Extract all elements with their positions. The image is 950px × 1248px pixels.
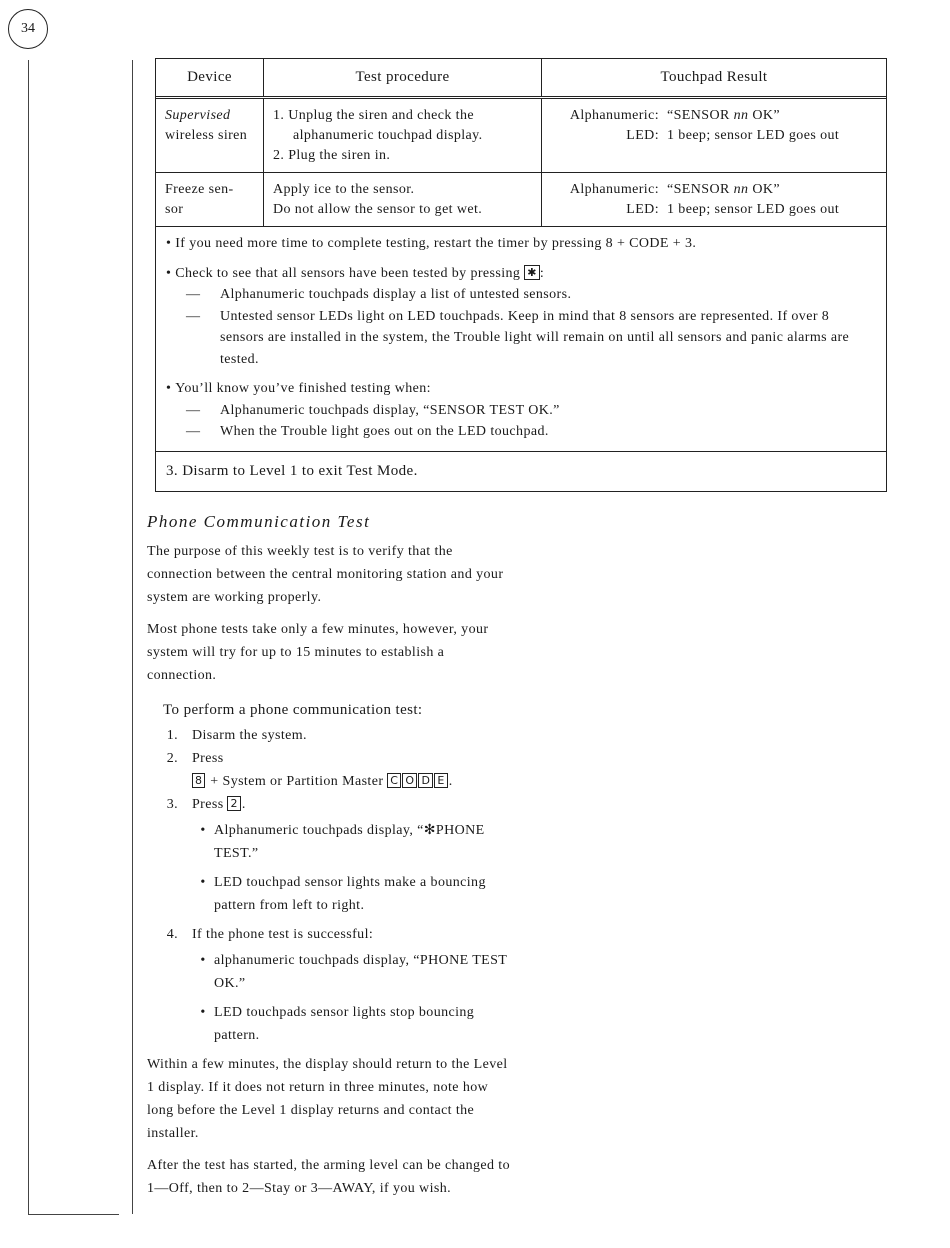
bottom-margin-rule <box>28 1214 119 1215</box>
gutter-rule <box>132 60 133 1214</box>
paragraph: The purpose of this weekly test is to verify that the connection between the central monitoring station and your system are working properly. <box>147 544 504 605</box>
device-cell <box>156 173 264 227</box>
bullet-mark: • <box>166 236 172 251</box>
note-dash-item: When the Trouble light goes out on the LED touchpad. <box>220 424 549 439</box>
sensor-test-table-box <box>155 58 887 492</box>
result-cell <box>542 98 887 173</box>
step-number: 4. <box>166 927 178 942</box>
alpha-value-var: nn <box>733 108 749 123</box>
device-line: wireless siren <box>165 128 248 143</box>
bullet-mark: • <box>200 875 206 890</box>
procedure-lead: To perform a phone communication test: <box>163 702 423 718</box>
header-test-procedure: Test procedure <box>264 59 542 98</box>
procedure-step: 1. Unplug the siren and check the alphanumeric touchpad display. <box>273 108 483 143</box>
key-o-icon: O <box>402 773 417 788</box>
result-cell <box>542 173 887 227</box>
led-label: LED: <box>626 202 659 217</box>
bullet-mark: • <box>200 823 206 838</box>
sensor-test-table <box>156 59 886 227</box>
disarm-step: 3. Disarm to Level 1 to exit Test Mode. <box>166 462 418 479</box>
page-number <box>8 9 48 49</box>
alphanumeric-value <box>667 106 878 126</box>
led-value: 1 beep; sensor LED goes out <box>667 202 840 217</box>
note-dash-item: Alphanumeric touchpads display, “SENSOR TEST OK.” <box>220 402 560 418</box>
paragraph: After the test has started, the arming level can be changed to 1—Off, then to 2—Stay or 3—AWAY, if you wish. <box>147 1158 511 1196</box>
bullet-mark: • <box>200 953 206 968</box>
alphanumeric-label: Alphanumeric: <box>569 182 659 197</box>
paragraph: Within a few minutes, the display should return to the Level 1 display. If it does not return in three minutes, note how long before the Level 1 display returns and contact the installer. <box>147 1057 508 1141</box>
note-bullet <box>166 378 876 443</box>
page-number-text: 34 <box>21 21 35 36</box>
sub-bullet <box>192 871 512 917</box>
table-header-row <box>156 59 886 98</box>
note-text: If you need more time to complete testing, restart the timer by pressing 8 + CODE + 3. <box>175 236 697 251</box>
step-number: 3. <box>166 797 178 812</box>
procedure-steps <box>273 106 533 166</box>
table-row <box>156 173 886 227</box>
step-text-end: . <box>241 797 246 812</box>
left-margin-rule <box>28 60 29 1215</box>
alpha-value-post: OK” <box>748 182 780 197</box>
note-dash-item: Untested sensor LEDs light on LED touchpads. Keep in mind that 8 sensors are represented. If over 8 sensors are installed in the system, the Trouble light will remain on until all sensors and panic alarms are tested. <box>220 308 850 367</box>
step-text-pre: Press <box>192 797 228 812</box>
note-bullet <box>166 233 876 255</box>
key-2-icon: 2 <box>227 796 240 811</box>
alpha-value-pre: “SENSOR <box>667 108 734 123</box>
step-text: + System or Partition Master <box>206 774 388 789</box>
section-heading: Phone Communication Test <box>147 512 371 531</box>
alpha-value-var: nn <box>733 182 749 197</box>
phone-communication-section <box>147 510 512 1209</box>
testing-notes <box>156 227 886 452</box>
note-text: Check to see that all sensors have been tested by pressing <box>175 265 521 281</box>
phone-step <box>147 747 512 770</box>
key-8-icon: 8 <box>192 773 205 788</box>
bullet-mark: • <box>166 265 172 281</box>
dash-mark: — <box>186 287 201 302</box>
key-c-icon: C <box>387 773 401 788</box>
step-number: 2. <box>166 751 178 766</box>
alphanumeric-label: Alphanumeric: <box>569 108 659 123</box>
phone-step <box>147 793 512 816</box>
header-touchpad-result: Touchpad Result <box>542 59 887 98</box>
key-e-icon: E <box>434 773 447 788</box>
sub-bullet-text: LED touchpad sensor lights make a bouncing pattern from left to right. <box>214 875 486 913</box>
key-d-icon: D <box>418 773 433 788</box>
step-key-sequence <box>147 770 512 793</box>
sub-bullet <box>192 819 512 865</box>
note-text: You’ll know you’ve finished testing when: <box>175 381 431 396</box>
dash-mark: — <box>186 424 201 439</box>
bullet-mark: • <box>166 381 172 396</box>
sub-bullet <box>192 1001 512 1047</box>
procedure-line: Do not allow the sensor to get wet. <box>273 202 483 217</box>
device-line: Freeze sen- <box>165 182 234 197</box>
step-text <box>192 793 512 816</box>
step-number: 1. <box>166 728 178 743</box>
procedure-step: 2. Plug the siren in. <box>273 148 391 163</box>
step-text: Disarm the system. <box>192 728 307 743</box>
device-line: sor <box>165 202 184 217</box>
dash-mark: — <box>186 308 201 324</box>
note-dash-item: Alphanumeric touchpads display a list of untested sensors. <box>220 287 572 302</box>
note-text-end: : <box>539 265 545 281</box>
note-bullet <box>166 263 876 371</box>
bullet-mark: • <box>200 1005 206 1020</box>
dash-mark: — <box>186 402 201 418</box>
procedure-cell <box>264 98 542 173</box>
procedure-line: Apply ice to the sensor. <box>273 182 415 197</box>
sub-bullet-text: alphanumeric touchpads display, “PHONE TEST OK.” <box>214 953 508 991</box>
table-row <box>156 98 886 173</box>
led-label: LED: <box>626 128 659 143</box>
alpha-value-pre: “SENSOR <box>667 182 734 197</box>
device-line: Supervised <box>165 108 231 123</box>
procedure-cell <box>264 173 542 227</box>
step-text-end: . <box>448 774 453 789</box>
header-device: Device <box>156 59 264 98</box>
phone-step <box>147 923 512 946</box>
step-text: Press <box>192 751 224 766</box>
phone-step <box>147 724 512 747</box>
sub-bullet <box>192 949 512 995</box>
alpha-value-post: OK” <box>748 108 780 123</box>
sub-bullet-text: Alphanumeric touchpads display, “✻PHONE TEST.” <box>214 823 485 861</box>
alphanumeric-value <box>667 180 878 200</box>
led-value: 1 beep; sensor LED goes out <box>667 128 840 143</box>
sub-bullet-text: LED touchpads sensor lights stop bouncing pattern. <box>214 1005 475 1043</box>
device-cell <box>156 98 264 173</box>
paragraph: Most phone tests take only a few minutes, however, your system will try for up to 15 minutes to establish a connection. <box>147 622 489 683</box>
step-text: If the phone test is successful: <box>192 927 374 942</box>
star-key-icon: ✱ <box>524 265 540 280</box>
